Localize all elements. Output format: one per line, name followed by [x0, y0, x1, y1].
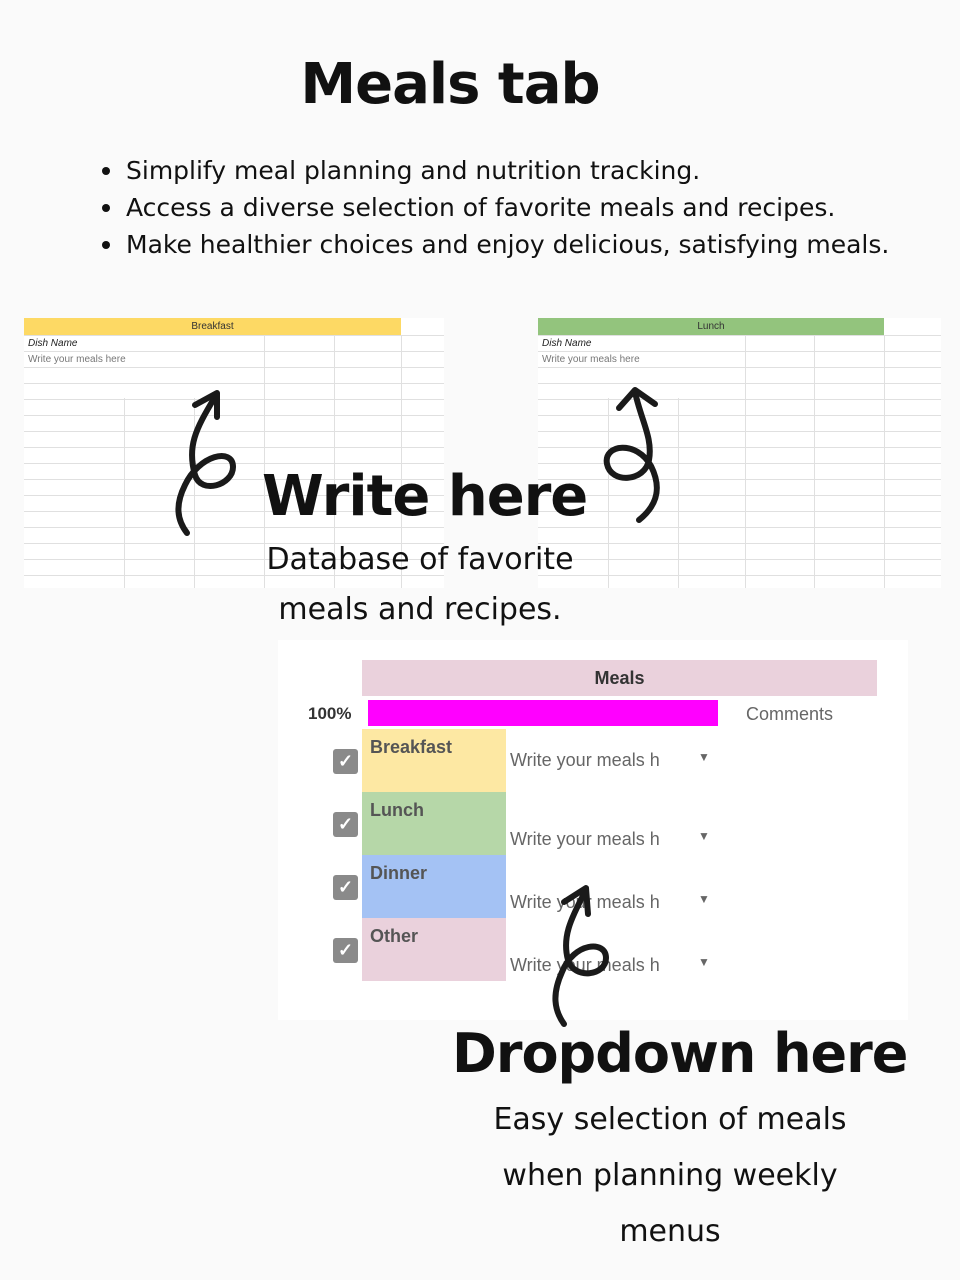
dropdown-here-line2: when planning weekly — [502, 1158, 838, 1193]
lunch-dropdown[interactable]: Write your meals h ▼ — [510, 829, 710, 849]
grid-column-line — [745, 335, 746, 588]
progress-label: 100% — [308, 704, 352, 723]
grid-column-line — [884, 335, 885, 588]
dropdown-here-heading: Dropdown here — [452, 1022, 908, 1085]
feature-item: Simplify meal planning and nutrition tracking. — [100, 152, 889, 189]
write-here-line2: meals and recipes. — [278, 592, 562, 627]
write-here-heading: Write here — [262, 464, 588, 529]
comments-label: Comments — [746, 704, 834, 724]
check-icon: ✓ — [337, 877, 354, 897]
check-icon: ✓ — [337, 940, 354, 960]
lunch-checkbox[interactable] — [333, 812, 358, 837]
feature-list — [100, 152, 889, 263]
write-here-line1: Database of favorite — [266, 542, 574, 577]
check-icon: ✓ — [337, 751, 354, 771]
meals-hint[interactable]: Write your meals here — [28, 354, 126, 365]
dish-name-header: Dish Name — [542, 338, 592, 349]
grid-column-line — [814, 335, 815, 588]
progress-bar-fill — [368, 700, 718, 726]
feature-item: Make healthier choices and enjoy delicious, satisfying meals. — [100, 226, 889, 263]
meals-hint[interactable]: Write your meals here — [542, 354, 640, 365]
breakfast-category: Breakfast — [362, 729, 506, 792]
dinner-dropdown[interactable]: Write your meals h ▼ — [510, 892, 710, 912]
chevron-down-icon: ▼ — [698, 892, 710, 906]
feature-item: Access a diverse selection of favorite meals and recipes. — [100, 189, 889, 226]
dropdown-here-line1: Easy selection of meals — [493, 1102, 847, 1137]
curly-arrow-icon — [540, 880, 620, 1030]
grid-row-line — [24, 351, 444, 352]
lunch-category: Lunch — [362, 792, 506, 855]
breakfast-checkbox[interactable] — [333, 749, 358, 774]
grid-row-line — [538, 335, 941, 336]
grid-row-line — [24, 335, 444, 336]
grid-row-line — [538, 351, 941, 352]
dinner-checkbox[interactable] — [333, 875, 358, 900]
meals-header: Meals — [362, 660, 877, 696]
grid-column-line — [124, 398, 125, 588]
check-icon: ✓ — [337, 814, 354, 834]
other-category: Other — [362, 918, 506, 981]
other-dropdown[interactable]: Write your meals h ▼ — [510, 955, 710, 975]
grid-row-line — [24, 383, 444, 384]
curly-arrow-icon — [165, 385, 245, 540]
dropdown-here-line3: menus — [619, 1214, 721, 1249]
progress-bar — [368, 700, 718, 726]
breakfast-dropdown[interactable]: Write your meals h ▼ — [510, 750, 710, 770]
curly-arrow-icon — [597, 380, 677, 530]
grid-row-line — [538, 367, 941, 368]
dish-name-header: Dish Name — [28, 338, 78, 349]
grid-row-line — [24, 367, 444, 368]
page-title: Meals tab — [300, 52, 600, 117]
chevron-down-icon: ▼ — [698, 750, 710, 764]
lunch-band: Lunch — [538, 318, 884, 335]
breakfast-band: Breakfast — [24, 318, 401, 335]
dinner-category: Dinner — [362, 855, 506, 918]
chevron-down-icon: ▼ — [698, 829, 710, 843]
grid-column-line — [678, 398, 679, 588]
chevron-down-icon: ▼ — [698, 955, 710, 969]
other-checkbox[interactable] — [333, 938, 358, 963]
